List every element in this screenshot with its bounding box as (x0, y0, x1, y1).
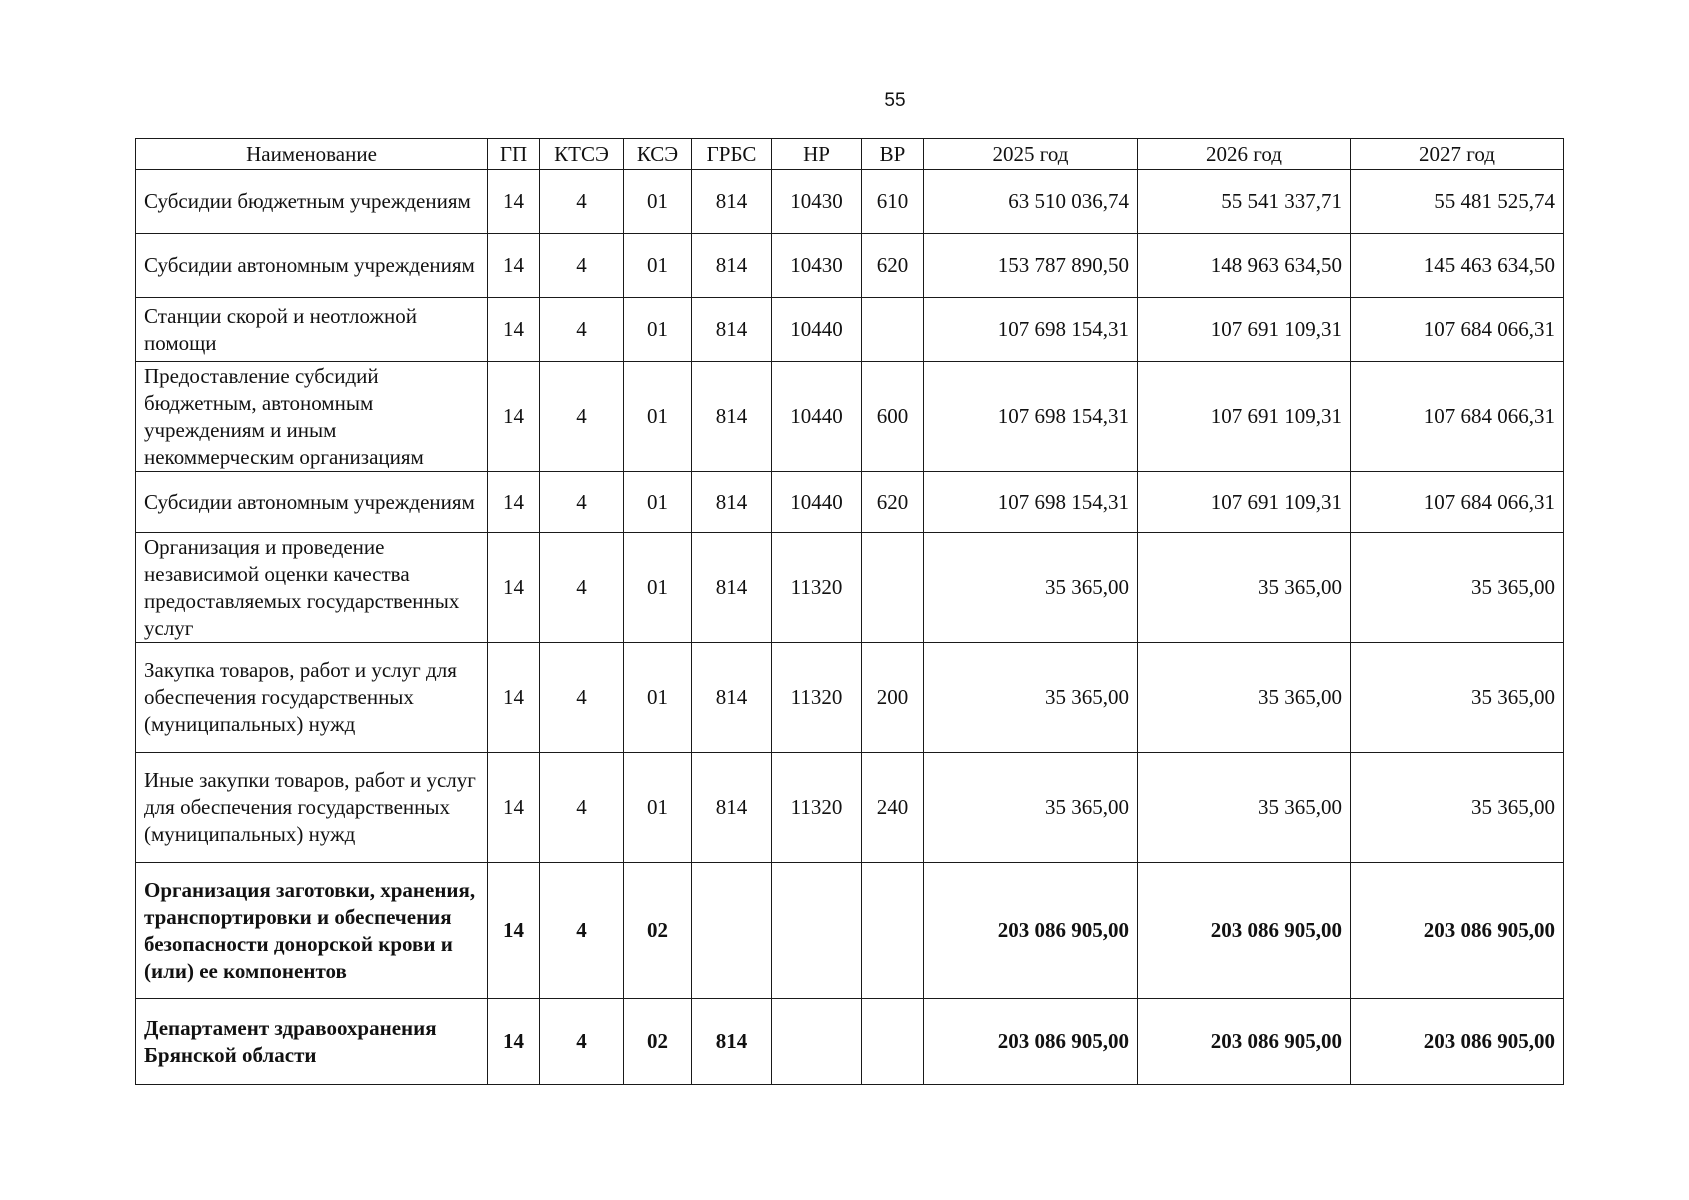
row-gp: 14 (488, 643, 540, 753)
row-ktse: 4 (540, 753, 624, 863)
row-2025: 153 787 890,50 (924, 234, 1138, 298)
row-grbs: 814 (692, 362, 772, 472)
row-name: Организация заготовки, хранения, транспортировки и обеспечения безопасности донорской крови и (или) ее компонентов (136, 863, 488, 999)
header-name: Наименование (136, 139, 488, 170)
row-grbs: 814 (692, 533, 772, 643)
row-name: Предоставление субсидий бюджетным, автономным учреждениям и иным некоммерческим организациям (136, 362, 488, 472)
table-row (136, 533, 1564, 643)
row-2026: 148 963 634,50 (1138, 234, 1351, 298)
row-nr: 10430 (772, 234, 862, 298)
row-2027: 107 684 066,31 (1351, 362, 1564, 472)
row-name: Департамент здравоохранения Брянской области (136, 999, 488, 1085)
row-grbs: 814 (692, 472, 772, 533)
row-kse: 01 (624, 170, 692, 234)
row-name: Станции скорой и неотложной помощи (136, 298, 488, 362)
row-vr: 200 (862, 643, 924, 753)
row-name: Организация и проведение независимой оценки качества предоставляемых государственных услуг (136, 533, 488, 643)
row-2027: 107 684 066,31 (1351, 298, 1564, 362)
row-2027: 203 086 905,00 (1351, 999, 1564, 1085)
row-2025: 35 365,00 (924, 643, 1138, 753)
row-2025: 203 086 905,00 (924, 863, 1138, 999)
row-2025: 35 365,00 (924, 533, 1138, 643)
header-ktse: КТСЭ (540, 139, 624, 170)
row-ktse: 4 (540, 643, 624, 753)
row-kse: 02 (624, 999, 692, 1085)
row-gp: 14 (488, 170, 540, 234)
row-2026: 107 691 109,31 (1138, 362, 1351, 472)
row-name: Субсидии автономным учреждениям (136, 234, 488, 298)
row-ktse: 4 (540, 170, 624, 234)
row-nr (772, 999, 862, 1085)
row-kse: 01 (624, 234, 692, 298)
row-2027: 35 365,00 (1351, 643, 1564, 753)
header-kse: КСЭ (624, 139, 692, 170)
row-vr (862, 298, 924, 362)
table-row (136, 999, 1564, 1085)
row-ktse: 4 (540, 472, 624, 533)
row-name: Закупка товаров, работ и услуг для обеспечения государственных (муниципальных) нужд (136, 643, 488, 753)
row-nr (772, 863, 862, 999)
row-2025: 107 698 154,31 (924, 472, 1138, 533)
row-nr: 11320 (772, 643, 862, 753)
row-2027: 107 684 066,31 (1351, 472, 1564, 533)
row-2026: 55 541 337,71 (1138, 170, 1351, 234)
row-gp: 14 (488, 298, 540, 362)
row-grbs: 814 (692, 234, 772, 298)
row-vr: 620 (862, 472, 924, 533)
row-vr: 600 (862, 362, 924, 472)
row-gp: 14 (488, 362, 540, 472)
header-grbs: ГРБС (692, 139, 772, 170)
row-vr: 620 (862, 234, 924, 298)
header-nr: НР (772, 139, 862, 170)
row-ktse: 4 (540, 863, 624, 999)
row-2026: 35 365,00 (1138, 753, 1351, 863)
row-ktse: 4 (540, 999, 624, 1085)
row-gp: 14 (488, 863, 540, 999)
row-name: Субсидии автономным учреждениям (136, 472, 488, 533)
row-nr: 11320 (772, 533, 862, 643)
row-2026: 35 365,00 (1138, 643, 1351, 753)
table-row (136, 863, 1564, 999)
row-nr: 10440 (772, 472, 862, 533)
row-ktse: 4 (540, 362, 624, 472)
row-kse: 02 (624, 863, 692, 999)
row-vr (862, 999, 924, 1085)
row-grbs: 814 (692, 999, 772, 1085)
row-2026: 203 086 905,00 (1138, 863, 1351, 999)
row-grbs (692, 863, 772, 999)
budget-table (135, 138, 1564, 1085)
row-nr: 11320 (772, 753, 862, 863)
row-ktse: 4 (540, 533, 624, 643)
header-2027: 2027 год (1351, 139, 1564, 170)
row-gp: 14 (488, 234, 540, 298)
row-kse: 01 (624, 753, 692, 863)
row-gp: 14 (488, 472, 540, 533)
row-2025: 107 698 154,31 (924, 298, 1138, 362)
row-2026: 107 691 109,31 (1138, 298, 1351, 362)
row-kse: 01 (624, 362, 692, 472)
table-row (136, 753, 1564, 863)
row-vr (862, 863, 924, 999)
row-2026: 35 365,00 (1138, 533, 1351, 643)
table-row (136, 170, 1564, 234)
table-row (136, 643, 1564, 753)
row-gp: 14 (488, 533, 540, 643)
row-vr: 240 (862, 753, 924, 863)
table-row (136, 234, 1564, 298)
row-2025: 203 086 905,00 (924, 999, 1138, 1085)
row-2027: 35 365,00 (1351, 753, 1564, 863)
row-nr: 10440 (772, 362, 862, 472)
row-gp: 14 (488, 753, 540, 863)
header-gp: ГП (488, 139, 540, 170)
row-2026: 203 086 905,00 (1138, 999, 1351, 1085)
page-number: 55 (884, 90, 906, 111)
row-2026: 107 691 109,31 (1138, 472, 1351, 533)
row-grbs: 814 (692, 753, 772, 863)
row-ktse: 4 (540, 234, 624, 298)
row-vr (862, 533, 924, 643)
row-vr: 610 (862, 170, 924, 234)
row-ktse: 4 (540, 298, 624, 362)
header-vr: ВР (862, 139, 924, 170)
row-kse: 01 (624, 533, 692, 643)
row-nr: 10430 (772, 170, 862, 234)
row-name: Субсидии бюджетным учреждениям (136, 170, 488, 234)
table-row (136, 472, 1564, 533)
row-nr: 10440 (772, 298, 862, 362)
header-row (136, 139, 1564, 170)
header-2026: 2026 год (1138, 139, 1351, 170)
row-2025: 35 365,00 (924, 753, 1138, 863)
row-grbs: 814 (692, 170, 772, 234)
row-2025: 107 698 154,31 (924, 362, 1138, 472)
row-name: Иные закупки товаров, работ и услуг для обеспечения государственных (муниципальных) нужд (136, 753, 488, 863)
header-2025: 2025 год (924, 139, 1138, 170)
row-2025: 63 510 036,74 (924, 170, 1138, 234)
row-gp: 14 (488, 999, 540, 1085)
row-grbs: 814 (692, 643, 772, 753)
table-row (136, 362, 1564, 472)
row-kse: 01 (624, 472, 692, 533)
row-grbs: 814 (692, 298, 772, 362)
row-2027: 55 481 525,74 (1351, 170, 1564, 234)
row-kse: 01 (624, 298, 692, 362)
row-2027: 35 365,00 (1351, 533, 1564, 643)
table-row (136, 298, 1564, 362)
row-2027: 145 463 634,50 (1351, 234, 1564, 298)
row-kse: 01 (624, 643, 692, 753)
row-2027: 203 086 905,00 (1351, 863, 1564, 999)
